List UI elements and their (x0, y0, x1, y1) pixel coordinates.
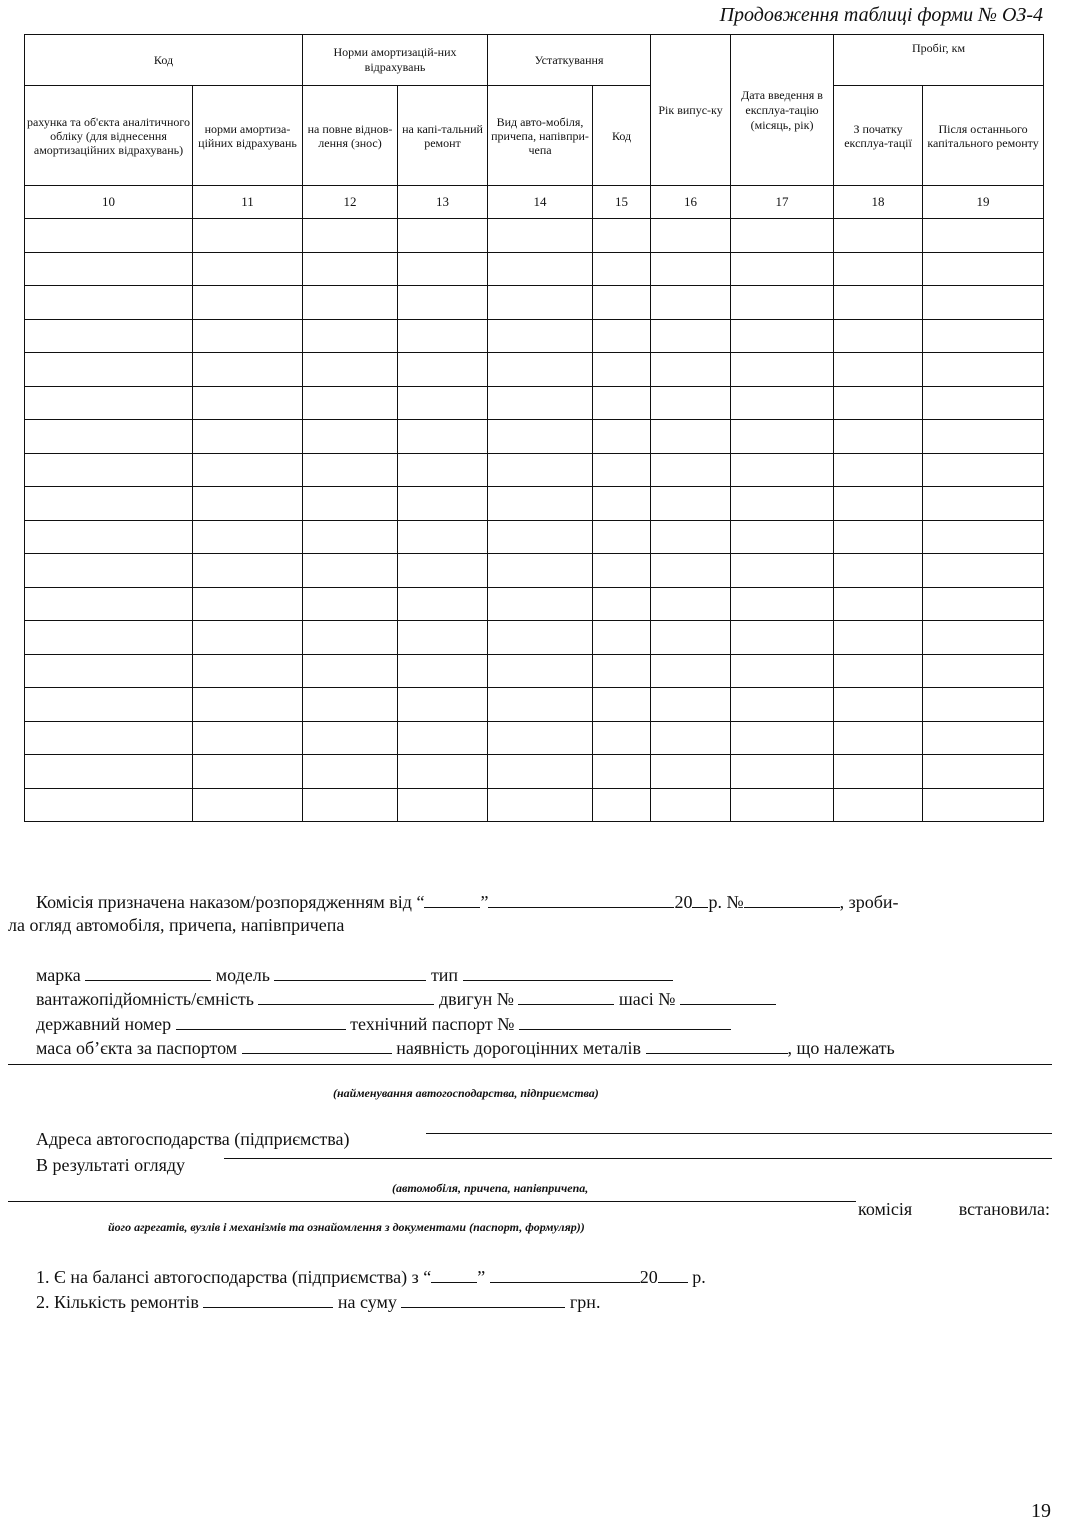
engine-field[interactable] (518, 988, 614, 1005)
table-row (25, 755, 1044, 789)
page-number: 19 (1031, 1500, 1051, 1522)
inspection-result-field[interactable] (224, 1158, 1052, 1159)
table-cell[interactable] (731, 453, 834, 487)
address-field[interactable] (426, 1133, 1052, 1134)
belongs-label: , що належать (787, 1038, 895, 1058)
commission-established-label: комісія встановила: (858, 1199, 1050, 1219)
table-cell[interactable] (25, 453, 193, 487)
table-cell[interactable] (651, 755, 731, 789)
header-kod: Код (25, 35, 303, 86)
capacity-line (36, 988, 776, 1010)
table-cell[interactable] (193, 688, 303, 722)
model-field[interactable] (274, 964, 426, 981)
table-cell[interactable] (398, 286, 488, 320)
table-cell[interactable] (303, 520, 398, 554)
table-cell[interactable] (731, 487, 834, 521)
table-cell[interactable] (731, 252, 834, 286)
table-row (25, 654, 1044, 688)
form-continuation-title: Продовження таблиці форми № ОЗ-4 (719, 4, 1043, 26)
table-cell[interactable] (593, 688, 651, 722)
table-cell[interactable] (25, 587, 193, 621)
table-cell[interactable] (398, 219, 488, 253)
year-prefix: 20 (674, 892, 693, 912)
table-cell[interactable] (193, 621, 303, 655)
table-cell[interactable] (303, 755, 398, 789)
table-cell[interactable] (834, 688, 923, 722)
table-cell[interactable] (303, 587, 398, 621)
table-cell[interactable] (923, 788, 1044, 822)
table-cell[interactable] (731, 721, 834, 755)
table-cell[interactable] (651, 353, 731, 387)
table-cell[interactable] (651, 386, 731, 420)
column-number: 12 (303, 186, 398, 219)
commission-line-1 (36, 891, 899, 913)
table-cell[interactable] (651, 319, 731, 353)
table-cell[interactable] (731, 319, 834, 353)
table-cell[interactable] (488, 386, 593, 420)
balance-label: 1. Є на балансі автогосподарства (підприємства) з “ (36, 1267, 432, 1287)
table-cell[interactable] (398, 353, 488, 387)
table-row (25, 286, 1044, 320)
table-cell[interactable] (303, 219, 398, 253)
header-depreciation-norms: Норми амортизацій-них відрахувань (303, 35, 488, 86)
table-cell[interactable] (193, 319, 303, 353)
table-cell[interactable] (398, 654, 488, 688)
table-cell[interactable] (488, 554, 593, 588)
table-cell[interactable] (731, 755, 834, 789)
header-commissioning-date: Дата введення в експлуа-тацію (місяць, рік) (731, 35, 834, 186)
table-cell[interactable] (731, 688, 834, 722)
table-cell[interactable] (303, 788, 398, 822)
table-cell[interactable] (25, 788, 193, 822)
repairs-sum-label: на суму (337, 1292, 397, 1312)
table-cell[interactable] (923, 755, 1044, 789)
table-cell[interactable] (303, 654, 398, 688)
aggregates-note: його агрегатів, вузлів і механізмів та ознайомлення з документами (паспорт, формуляр)) (108, 1220, 585, 1234)
table-cell[interactable] (25, 721, 193, 755)
table-cell[interactable] (923, 453, 1044, 487)
table-row (25, 453, 1044, 487)
table-row (25, 487, 1044, 521)
table-cell[interactable] (193, 755, 303, 789)
table-cell[interactable] (488, 688, 593, 722)
plate-line (36, 1013, 731, 1035)
table-cell[interactable] (398, 621, 488, 655)
table-cell[interactable] (193, 788, 303, 822)
table-cell[interactable] (488, 487, 593, 521)
table-cell[interactable] (651, 788, 731, 822)
table-cell[interactable] (25, 219, 193, 253)
table-cell[interactable] (193, 252, 303, 286)
table-cell[interactable] (488, 219, 593, 253)
table-cell[interactable] (398, 554, 488, 588)
column-number: 13 (398, 186, 488, 219)
repairs-count-label: 2. Кількість ремонтів (36, 1292, 199, 1312)
table-cell[interactable] (731, 554, 834, 588)
table-cell[interactable] (593, 755, 651, 789)
table-cell[interactable] (193, 453, 303, 487)
table-cell[interactable] (651, 286, 731, 320)
table-cell[interactable] (651, 587, 731, 621)
table-cell[interactable] (834, 386, 923, 420)
balance-item (36, 1266, 706, 1288)
quote-mark: ” (480, 892, 489, 912)
table-cell[interactable] (488, 353, 593, 387)
table-cell[interactable] (731, 788, 834, 822)
table-cell[interactable] (25, 286, 193, 320)
chassis-label: шасі № (618, 989, 676, 1009)
repairs-count-field[interactable] (203, 1291, 333, 1308)
table-cell[interactable] (398, 386, 488, 420)
table-cell[interactable] (923, 386, 1044, 420)
tech-passport-field[interactable] (519, 1013, 731, 1030)
table-cell[interactable] (593, 520, 651, 554)
column-number: 19 (923, 186, 1044, 219)
table-cell[interactable] (923, 252, 1044, 286)
table-cell[interactable] (651, 219, 731, 253)
table-cell[interactable] (25, 319, 193, 353)
table-cell[interactable] (593, 319, 651, 353)
balance-month-field[interactable] (490, 1266, 640, 1283)
table-cell[interactable] (834, 721, 923, 755)
table-cell[interactable] (593, 621, 651, 655)
table-cell[interactable] (398, 688, 488, 722)
header-equipment: Устаткування (488, 35, 651, 86)
table-row (25, 621, 1044, 655)
day-field[interactable] (424, 891, 480, 908)
table-cell[interactable] (593, 286, 651, 320)
header-year-of-manufacture: Рік випус-ку (651, 35, 731, 186)
table-cell[interactable] (303, 453, 398, 487)
table-cell[interactable] (488, 520, 593, 554)
table-row (25, 319, 1044, 353)
precious-metals-label: наявність дорогоцінних металів (396, 1038, 642, 1058)
table-cell[interactable] (923, 520, 1044, 554)
table-cell[interactable] (193, 386, 303, 420)
brand-label: марка (36, 965, 81, 985)
table-cell[interactable] (731, 219, 834, 253)
table-cell[interactable] (834, 654, 923, 688)
table-row (25, 788, 1044, 822)
table-cell[interactable] (651, 554, 731, 588)
table-cell[interactable] (651, 520, 731, 554)
table-cell[interactable] (834, 755, 923, 789)
mass-line (36, 1037, 895, 1059)
table-cell[interactable] (488, 621, 593, 655)
subheader-norm: норми амортиза-ційних відрахувань (193, 86, 303, 186)
year-suffix: р. (692, 1267, 706, 1287)
table-cell[interactable] (593, 788, 651, 822)
table-cell[interactable] (834, 353, 923, 387)
table-cell[interactable] (398, 487, 488, 521)
table-cell[interactable] (303, 319, 398, 353)
table-cell[interactable] (651, 721, 731, 755)
precious-metals-field[interactable] (646, 1037, 788, 1054)
table-cell[interactable] (25, 520, 193, 554)
table-cell[interactable] (488, 286, 593, 320)
table-cell[interactable] (593, 219, 651, 253)
table-cell[interactable] (25, 420, 193, 454)
table-cell[interactable] (25, 353, 193, 387)
table-cell[interactable] (193, 654, 303, 688)
table-cell[interactable] (923, 587, 1044, 621)
table-cell[interactable] (923, 286, 1044, 320)
table-cell[interactable] (593, 554, 651, 588)
table-cell[interactable] (593, 453, 651, 487)
table-cell[interactable] (303, 621, 398, 655)
model-label: модель (215, 965, 270, 985)
table-cell[interactable] (303, 420, 398, 454)
table-cell[interactable] (25, 554, 193, 588)
table-row (25, 252, 1044, 286)
table-row (25, 520, 1044, 554)
table-cell[interactable] (193, 286, 303, 320)
order-number-label: р. № (708, 892, 744, 912)
table-cell[interactable] (834, 788, 923, 822)
table-cell[interactable] (834, 286, 923, 320)
table-cell[interactable] (303, 386, 398, 420)
capacity-field[interactable] (258, 988, 434, 1005)
table-cell[interactable] (834, 587, 923, 621)
table-cell[interactable] (923, 688, 1044, 722)
column-number: 16 (651, 186, 731, 219)
asset-card-table (24, 34, 1044, 822)
table-cell[interactable] (398, 755, 488, 789)
table-cell[interactable] (923, 554, 1044, 588)
table-cell[interactable] (398, 453, 488, 487)
engine-label: двигун № (438, 989, 514, 1009)
table-cell[interactable] (25, 755, 193, 789)
column-number-row (25, 186, 1044, 219)
table-cell[interactable] (834, 520, 923, 554)
table-cell[interactable] (923, 219, 1044, 253)
subheader-since-start: З початку експлуа-тації (834, 86, 923, 186)
type-field[interactable] (463, 964, 673, 981)
table-row (25, 219, 1044, 253)
table-cell[interactable] (923, 487, 1044, 521)
subheader-after-repair: Після останнього капітального ремонту (923, 86, 1044, 186)
commission-line-2: ла огляд автомобіля, причепа, напівпричепа (8, 915, 345, 935)
table-cell[interactable] (193, 353, 303, 387)
subheader-capital-repair: на капі-тальний ремонт (398, 86, 488, 186)
inspection-result-label: В результаті огляду (36, 1155, 186, 1175)
table-cell[interactable] (731, 420, 834, 454)
year-field[interactable] (692, 891, 708, 908)
capacity-label: вантажопідйомність/ємність (36, 989, 254, 1009)
table-cell[interactable] (593, 654, 651, 688)
repairs-item (36, 1291, 600, 1313)
table-cell[interactable] (834, 252, 923, 286)
table-cell[interactable] (593, 721, 651, 755)
subheader-code: Код (593, 86, 651, 186)
plate-field[interactable] (176, 1013, 346, 1030)
table-cell[interactable] (923, 621, 1044, 655)
table-cell[interactable] (923, 319, 1044, 353)
balance-year-field[interactable] (658, 1266, 688, 1283)
column-number: 18 (834, 186, 923, 219)
table-cell[interactable] (488, 319, 593, 353)
mass-label: маса об’єкта за паспортом (36, 1038, 238, 1058)
table-cell[interactable] (731, 654, 834, 688)
table-cell[interactable] (651, 621, 731, 655)
chassis-field[interactable] (680, 988, 776, 1005)
table-cell[interactable] (593, 420, 651, 454)
month-field[interactable] (488, 891, 674, 908)
vehicle-note: (автомобіля, причепа, напівпричепа, (392, 1181, 589, 1195)
table-cell[interactable] (488, 721, 593, 755)
quote-mark: ” (477, 1267, 486, 1287)
tech-passport-label: технічний паспорт № (350, 1014, 515, 1034)
table-cell[interactable] (651, 688, 731, 722)
table-cell[interactable] (651, 420, 731, 454)
table-row (25, 353, 1044, 387)
table-cell[interactable] (303, 286, 398, 320)
table-cell[interactable] (593, 386, 651, 420)
table-cell[interactable] (731, 587, 834, 621)
table-cell[interactable] (193, 587, 303, 621)
table-row (25, 420, 1044, 454)
table-cell[interactable] (731, 520, 834, 554)
table-cell[interactable] (193, 487, 303, 521)
table-row (25, 721, 1044, 755)
table-cell[interactable] (193, 420, 303, 454)
table-cell[interactable] (398, 420, 488, 454)
table-cell[interactable] (303, 554, 398, 588)
balance-day-field[interactable] (431, 1266, 477, 1283)
table-cell[interactable] (731, 286, 834, 320)
table-row (25, 386, 1044, 420)
subheader-vehicle-type: Вид авто-мобіля, причепа, напівпри-чепа (488, 86, 593, 186)
table-cell[interactable] (398, 587, 488, 621)
plate-label: державний номер (36, 1014, 172, 1034)
table-cell[interactable] (25, 487, 193, 521)
repairs-sum-field[interactable] (401, 1291, 565, 1308)
table-cell[interactable] (303, 688, 398, 722)
subheader-full-renewal: на повне віднов-лення (знос) (303, 86, 398, 186)
year-prefix: 20 (639, 1267, 658, 1287)
table-cell[interactable] (398, 252, 488, 286)
table-cell[interactable] (25, 386, 193, 420)
column-number: 15 (593, 186, 651, 219)
table-cell[interactable] (193, 721, 303, 755)
table-cell[interactable] (25, 252, 193, 286)
table-cell[interactable] (593, 587, 651, 621)
subheader-account: рахунка та об'єкта аналітичного обліку (для віднесення амортизаційних відрахувань) (25, 86, 193, 186)
table-cell[interactable] (398, 788, 488, 822)
table-cell[interactable] (303, 487, 398, 521)
table-cell[interactable] (651, 453, 731, 487)
table-cell[interactable] (731, 621, 834, 655)
table-cell[interactable] (488, 453, 593, 487)
brand-field[interactable] (85, 964, 211, 981)
table-cell[interactable] (25, 621, 193, 655)
table-cell[interactable] (923, 420, 1044, 454)
table-cell[interactable] (731, 386, 834, 420)
table-cell[interactable] (651, 654, 731, 688)
header-mileage: Пробіг, км (834, 35, 1044, 86)
table-cell[interactable] (834, 319, 923, 353)
column-number: 17 (731, 186, 834, 219)
table-cell[interactable] (25, 688, 193, 722)
table-cell[interactable] (834, 219, 923, 253)
owner-line[interactable] (8, 1064, 1052, 1065)
table-cell[interactable] (193, 520, 303, 554)
column-number: 14 (488, 186, 593, 219)
table-cell[interactable] (923, 353, 1044, 387)
table-cell[interactable] (593, 487, 651, 521)
table-cell[interactable] (834, 554, 923, 588)
owner-note: (найменування автогосподарства, підприємства) (333, 1086, 599, 1100)
table-cell[interactable] (25, 654, 193, 688)
table-cell[interactable] (303, 721, 398, 755)
table-cell[interactable] (398, 520, 488, 554)
table-cell[interactable] (593, 252, 651, 286)
commission-text: Комісія призначена наказом/розпорядженням від “ (36, 892, 425, 912)
table-cell[interactable] (488, 654, 593, 688)
table-cell[interactable] (834, 621, 923, 655)
inspection-details-line[interactable] (8, 1201, 856, 1202)
column-number: 10 (25, 186, 193, 219)
table-cell[interactable] (834, 487, 923, 521)
table-row (25, 688, 1044, 722)
table-cell[interactable] (398, 721, 488, 755)
table-cell[interactable] (488, 252, 593, 286)
table-cell[interactable] (834, 453, 923, 487)
table-cell[interactable] (488, 755, 593, 789)
table-row (25, 587, 1044, 621)
table-cell[interactable] (488, 788, 593, 822)
table-cell[interactable] (193, 554, 303, 588)
table-cell[interactable] (398, 319, 488, 353)
table-cell[interactable] (731, 353, 834, 387)
type-label: тип (430, 965, 459, 985)
table-cell[interactable] (488, 420, 593, 454)
table-cell[interactable] (923, 654, 1044, 688)
table-cell[interactable] (834, 420, 923, 454)
brand-line (36, 964, 673, 986)
table-cell[interactable] (488, 587, 593, 621)
table-cell[interactable] (651, 252, 731, 286)
table-cell[interactable] (193, 219, 303, 253)
table-cell[interactable] (303, 252, 398, 286)
currency-label: грн. (569, 1292, 601, 1312)
commission-text-end: , зроби- (839, 892, 899, 912)
address-label: Адреса автогосподарства (підприємства) (36, 1129, 350, 1149)
table-cell[interactable] (651, 487, 731, 521)
table-row (25, 554, 1044, 588)
table-cell[interactable] (593, 353, 651, 387)
mass-field[interactable] (242, 1037, 392, 1054)
table-cell[interactable] (923, 721, 1044, 755)
column-number: 11 (193, 186, 303, 219)
table-cell[interactable] (303, 353, 398, 387)
order-number-field[interactable] (744, 891, 840, 908)
